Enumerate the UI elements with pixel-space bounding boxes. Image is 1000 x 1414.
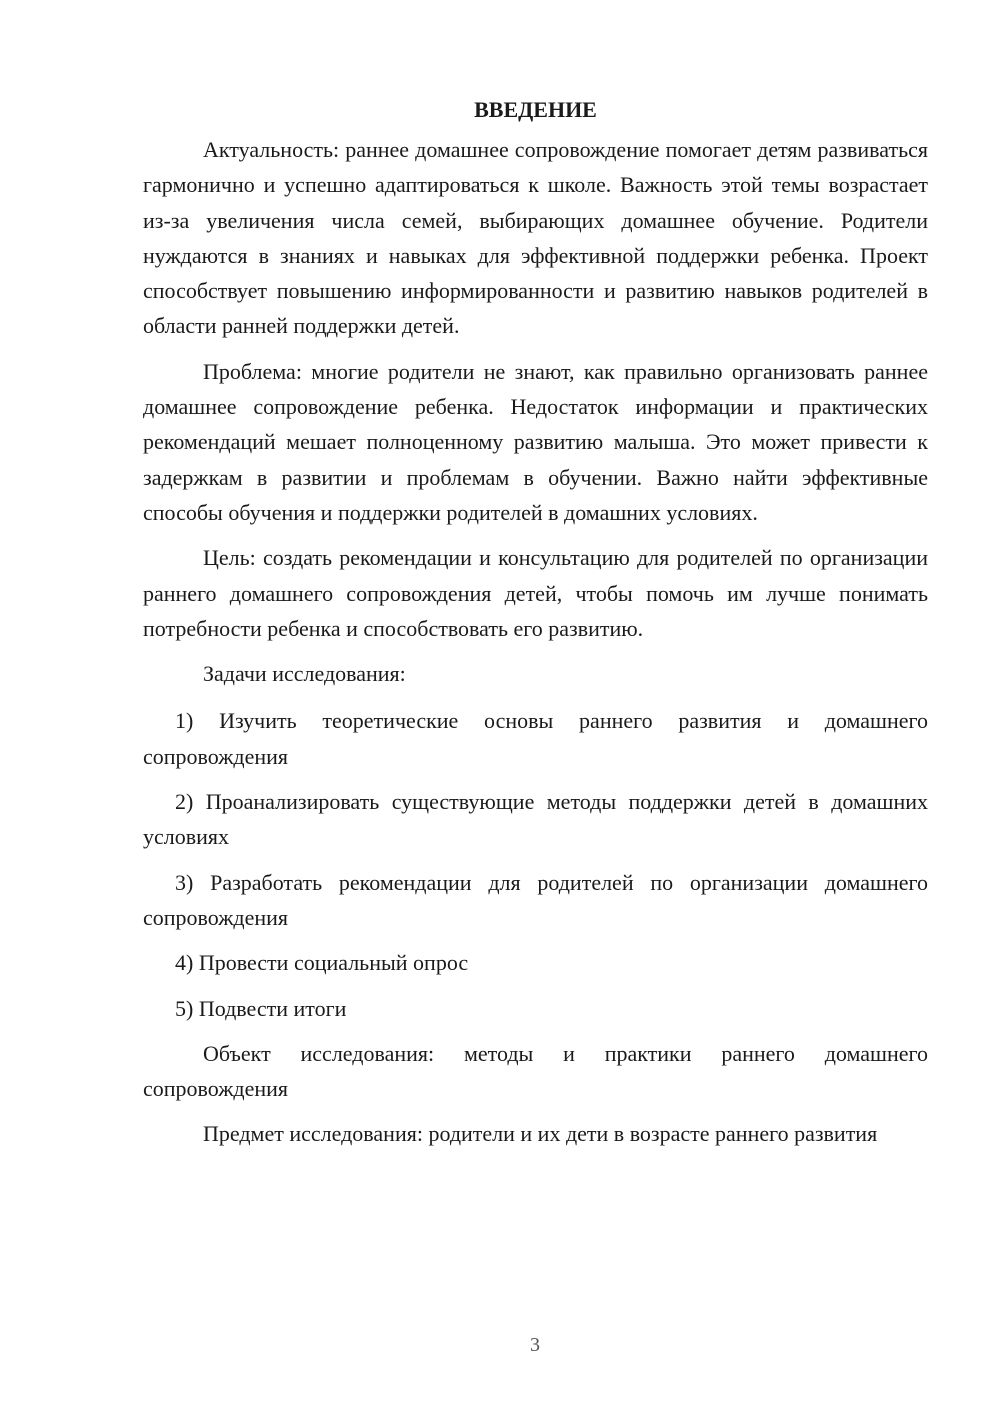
relevance-paragraph: Актуальность: раннее домашнее сопровождение помогает детям развиваться гармонично и успешно адаптироваться к школе. Важность этой темы возрастает из-за увеличения числа семей, выбирающих домашнее обучение. Родители нуждаются в знаниях и навыках для эффективной поддержки ребенка. Проект способствует повышению информированности и развитию навыков родителей в области ранней поддержки детей. [143,137,928,339]
task-item-5: 5) Подвести итоги [175,995,347,1021]
page-content [143,92,928,1162]
task-item-1: 1) Изучить теоретические основы раннего развития и домашнего сопровождения [143,708,928,769]
problem-paragraph: Проблема: многие родители не знают, как правильно организовать раннее домашнее сопровождение ребенка. Недостаток информации и практических рекомендаций мешает полноценному развитию малыша. Это может привести к задержкам в развитии и проблемам в обучении. Важно найти эффективные способы обучения и поддержки родителей в домашних условиях. [143,358,928,525]
goal-paragraph: Цель: создать рекомендации и консультацию для родителей по организации раннего домашнего сопровождения детей, чтобы помочь им лучше понимать потребности ребенка и способствовать его развитию. [143,545,928,641]
task-item-3: 3) Разработать рекомендации для родителей по организации домашнего сопровождения [143,869,928,930]
task-item-4: 4) Провести социальный опрос [175,950,469,976]
task-item-2: 2) Проанализировать существующие методы поддержки детей в домашних условиях [143,789,928,850]
tasks-title: Задачи исследования: [203,661,406,687]
section-heading: ВВЕДЕНИЕ [474,97,597,122]
subject-paragraph: Предмет исследования: родители и их дети в возрасте раннего развития [203,1121,878,1147]
object-paragraph: Объект исследования: методы и практики раннего домашнего сопровождения [143,1040,928,1102]
page-number: 3 [530,1334,540,1356]
